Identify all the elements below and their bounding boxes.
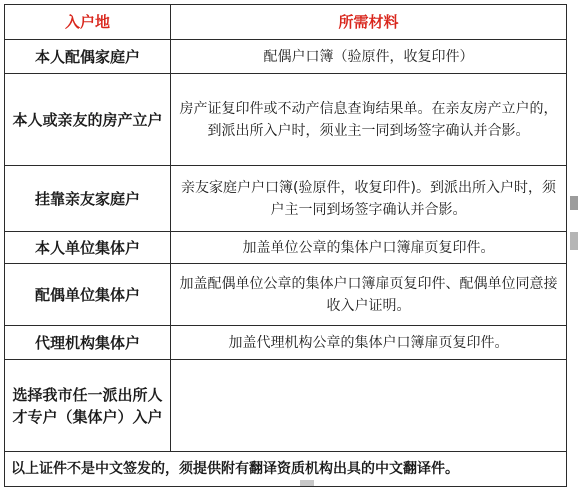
header-location: 入户地 [5,5,171,40]
footer-note: 以上证件不是中文签发的，须提供附有翻译资质机构出具的中文翻译件。 [5,452,567,487]
row-materials: 亲友家庭户户口簿(验原件，收复印件)。到派出所入户时，须户主一同到场签字确认并合影。 [171,166,567,232]
table-row [5,74,567,166]
row-materials: 加盖配偶单位公章的集体户口簿扉页复印件、配偶单位同意接收入户证明。 [171,264,567,326]
row-materials: 加盖代理机构公章的集体户口簿扉页复印件。 [171,326,567,360]
table-row [5,264,567,326]
row-location: 配偶单位集体户 [5,264,171,326]
table-footer-row [5,452,567,487]
row-materials [171,360,567,452]
row-location: 选择我市任一派出所人才专户（集体户）入户 [5,360,171,452]
table-header-row [5,5,567,40]
row-location: 本人或亲友的房产立户 [5,74,171,166]
scroll-edge-mark [570,196,578,210]
row-materials: 房产证复印件或不动产信息查询结果单。在亲友房产立户的，到派出所入户时，须业主一同到场签字确认并合影。 [171,74,567,166]
bottom-artifact [300,480,314,486]
table-row [5,360,567,452]
table-row [5,166,567,232]
household-materials-table [4,4,567,487]
row-materials: 配偶户口簿（验原件，收复印件） [171,40,567,74]
table-row [5,40,567,74]
row-location: 本人单位集体户 [5,232,171,264]
scroll-edge-mark [570,232,578,250]
table-row [5,232,567,264]
row-materials: 加盖单位公章的集体户口簿扉页复印件。 [171,232,567,264]
row-location: 本人配偶家庭户 [5,40,171,74]
row-location: 挂靠亲友家庭户 [5,166,171,232]
header-materials: 所需材料 [171,5,567,40]
table-row [5,326,567,360]
row-location: 代理机构集体户 [5,326,171,360]
